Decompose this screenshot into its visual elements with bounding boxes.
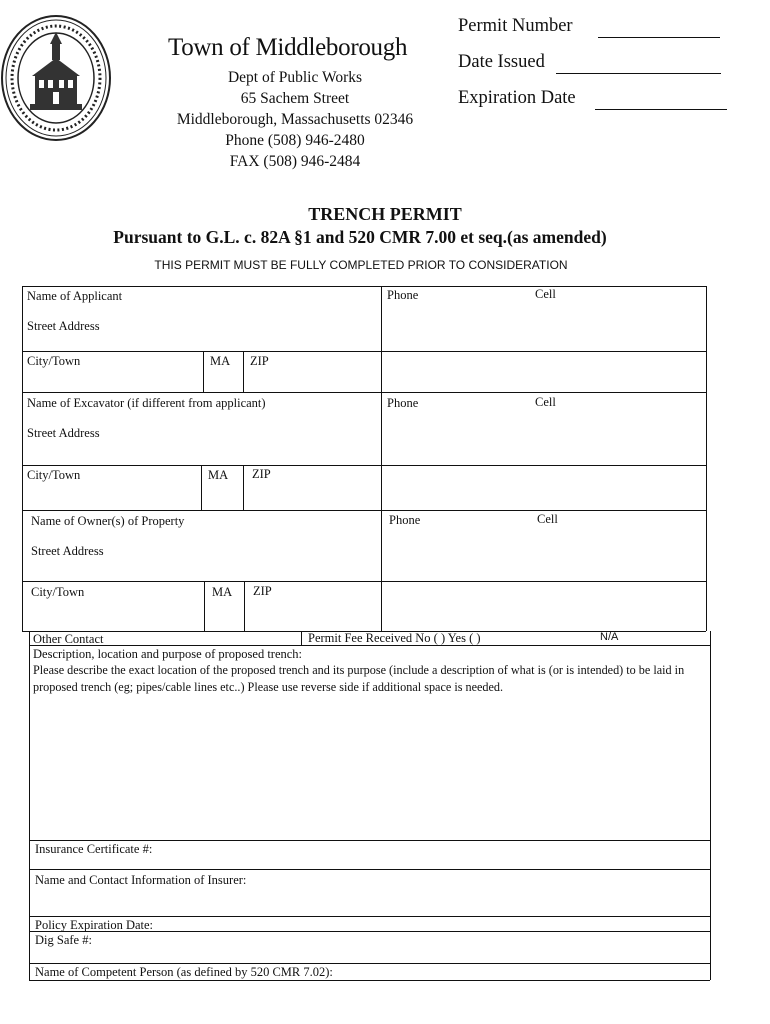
- owner-phone-label: Phone: [389, 513, 421, 527]
- town-name: Town of Middleborough: [168, 34, 408, 61]
- owner-name-label: Name of Owner(s) of Property: [31, 514, 185, 528]
- insurance-certificate-label: Insurance Certificate #:: [35, 842, 153, 856]
- description-heading: Description, location and purpose of proposed trench:: [33, 647, 303, 661]
- description-field[interactable]: [29, 700, 710, 838]
- excavator-phone-label: Phone: [387, 396, 419, 410]
- excavator-cell-label: Cell: [535, 395, 556, 409]
- fee-na-label: N/A: [600, 631, 619, 643]
- dig-safe-label: Dig Safe #:: [35, 933, 92, 947]
- permit-number-field[interactable]: [598, 37, 720, 38]
- department-name: Dept of Public Works: [227, 69, 363, 86]
- insurer-info-label: Name and Contact Information of Insurer:: [35, 873, 247, 887]
- town-seal-logo: [0, 12, 112, 146]
- permit-fee-label: Permit Fee Received No ( ) Yes ( ): [308, 631, 481, 645]
- form-title: TRENCH PERMIT: [308, 204, 462, 224]
- description-instructions: Please describe the exact location of the proposed trench and its purpose (include a description of what is (or is intended) to be laid in proposed trench (eg; pipes/cable lines etc..) Please use reverse side if additional space is needed.: [33, 663, 685, 694]
- department-address-block: [150, 67, 440, 172]
- applicant-state-label: MA: [210, 354, 231, 368]
- applicant-phone-label: Phone: [387, 288, 419, 302]
- excavator-state-label: MA: [208, 468, 229, 482]
- phone-number: Phone (508) 946-2480: [225, 132, 365, 149]
- applicant-city-label: City/Town: [27, 354, 81, 368]
- fax-number: FAX (508) 946-2484: [229, 153, 361, 170]
- form-subtitle: Pursuant to G.L. c. 82A §1 and 520 CMR 7.00 et seq.(as amended): [113, 227, 607, 247]
- excavator-street-label: Street Address: [27, 426, 100, 440]
- owner-street-label: Street Address: [31, 544, 104, 558]
- date-issued-field[interactable]: [556, 73, 721, 74]
- owner-cell-label: Cell: [537, 512, 558, 526]
- street-address: 65 Sachem Street: [240, 90, 350, 107]
- applicant-street-label: Street Address: [27, 319, 100, 333]
- applicant-name-label: Name of Applicant: [27, 289, 123, 303]
- date-issued-label: Date Issued: [458, 52, 545, 72]
- other-contact-label: Other Contact: [33, 632, 104, 646]
- excavator-city-label: City/Town: [27, 468, 81, 482]
- applicant-zip-label: ZIP: [250, 354, 269, 368]
- applicant-cell-label: Cell: [535, 287, 556, 301]
- competent-person-label: Name of Competent Person (as defined by 520 CMR 7.02):: [35, 965, 333, 979]
- expiration-date-field[interactable]: [595, 109, 727, 110]
- owner-city-label: City/Town: [31, 585, 85, 599]
- owner-zip-label: ZIP: [253, 584, 272, 598]
- policy-expiration-label: Policy Expiration Date:: [35, 918, 154, 932]
- excavator-name-label: Name of Excavator (if different from applicant): [27, 396, 266, 410]
- completion-notice: THIS PERMIT MUST BE FULLY COMPLETED PRIOR TO CONSIDERATION: [154, 258, 568, 272]
- city-state-zip: Middleborough, Massachusetts 02346: [176, 111, 414, 128]
- expiration-date-label: Expiration Date: [458, 88, 576, 108]
- permit-number-label: Permit Number: [458, 16, 573, 36]
- owner-state-label: MA: [212, 585, 233, 599]
- excavator-zip-label: ZIP: [252, 467, 271, 481]
